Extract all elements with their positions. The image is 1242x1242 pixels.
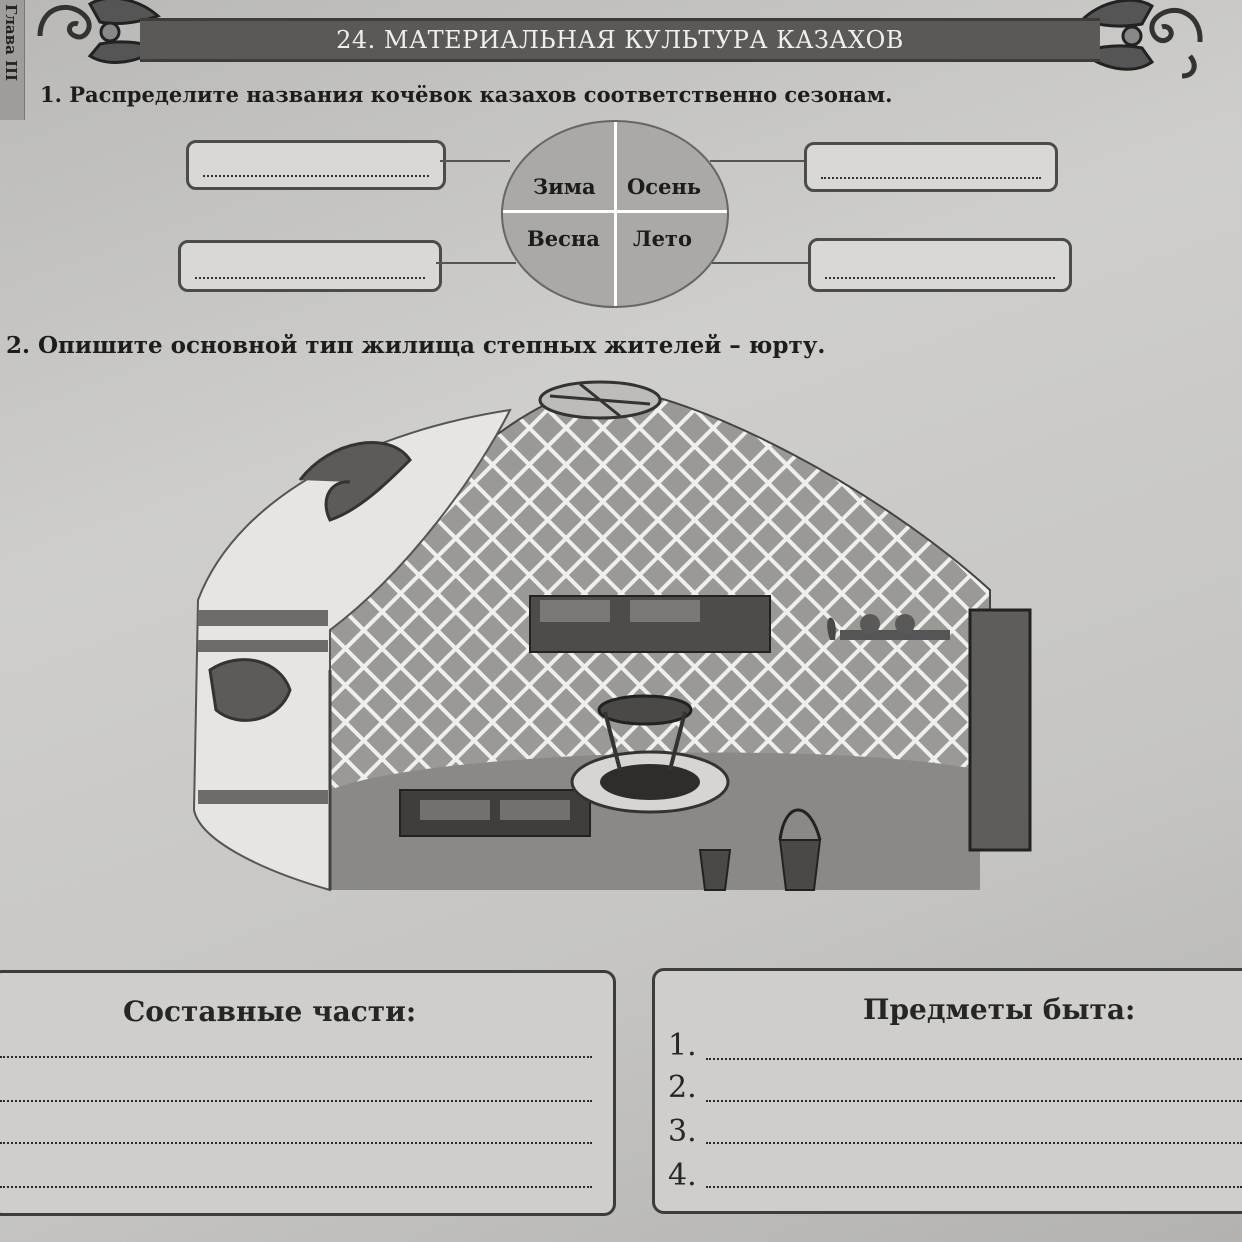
answer-box-bottom-right[interactable] [808,238,1072,292]
yurt-illustration [180,370,1060,900]
dotted-line [195,277,425,279]
section-title-bar [140,18,1100,62]
section-title: 24. МАТЕРИАЛЬНАЯ КУЛЬТУРА КАЗАХОВ [336,26,904,54]
item-number: 4. [668,1158,697,1193]
parts-panel [0,970,616,1216]
dotted-line [821,177,1041,179]
answer-box-top-left[interactable] [186,140,446,190]
connector-line [710,160,804,162]
answer-line[interactable] [0,1186,592,1188]
chapter-side-tab [0,0,25,120]
connector-line [712,262,808,264]
task2-prompt: 2. Опишите основной тип жилища степных жителей – юрту. [6,332,826,359]
seasons-circle [501,120,729,308]
answer-box-bottom-left[interactable] [178,240,442,292]
task1-prompt: 1. Распределите названия кочёвок казахов соответственно сезонам. [40,82,893,107]
answer-line[interactable] [706,1100,1242,1102]
season-autumn: Осень [627,174,702,199]
answer-line[interactable] [706,1142,1242,1144]
connector-line [436,262,516,264]
dotted-line [825,277,1055,279]
item-number: 1. [668,1028,697,1063]
items-panel [652,968,1242,1214]
answer-line[interactable] [0,1056,592,1058]
answer-line[interactable] [0,1100,592,1102]
items-panel-title: Предметы быта: [863,993,1136,1026]
parts-panel-title: Составные части: [123,995,417,1028]
circle-divider [614,122,617,306]
season-spring: Весна [527,226,600,251]
answer-line[interactable] [706,1186,1242,1188]
chapter-label: Глава III [2,4,20,82]
answer-box-top-right[interactable] [804,142,1058,192]
answer-line[interactable] [706,1058,1242,1060]
season-summer: Лето [633,226,692,251]
circle-divider [503,210,727,213]
item-number: 2. [668,1070,697,1105]
connector-line [440,160,510,162]
item-number: 3. [668,1114,697,1149]
dotted-line [203,175,429,177]
season-winter: Зима [533,174,596,199]
answer-line[interactable] [0,1142,592,1144]
